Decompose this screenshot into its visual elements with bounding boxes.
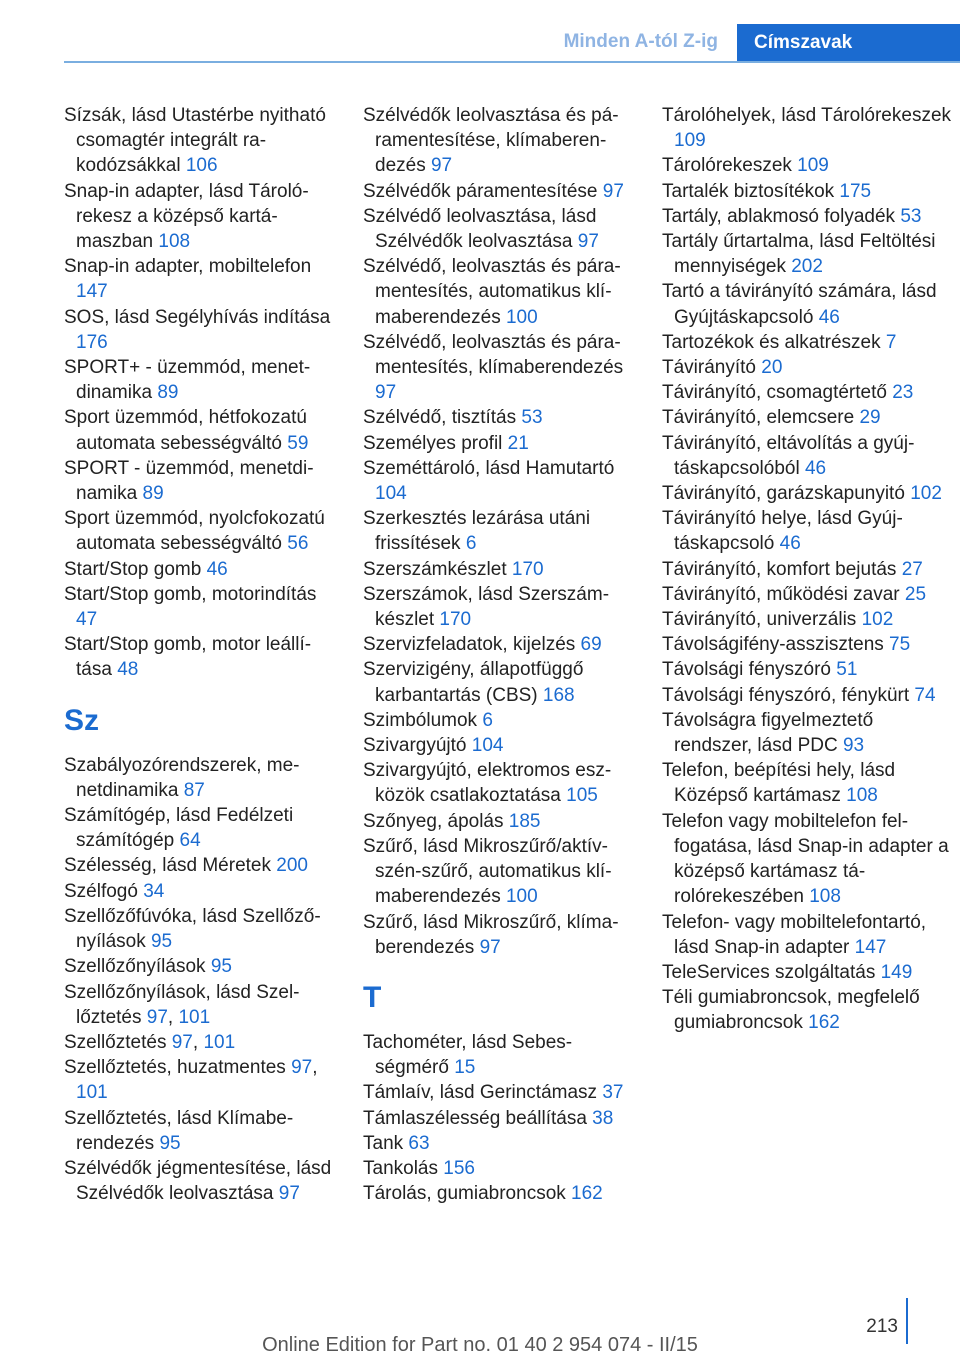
index-entry-text: Szellőztetés, huzatmentes xyxy=(64,1057,286,1079)
page-reference-link[interactable]: 46 xyxy=(206,558,228,580)
index-entry-text: Szélvédők páramentesítése xyxy=(363,180,598,202)
index-entry-text: Szervizfeladatok, kijelzés xyxy=(363,634,576,656)
index-entry xyxy=(64,456,339,506)
index-entry-text: Szellőzőnyílások xyxy=(64,956,206,978)
page-number: 213 xyxy=(866,1316,898,1337)
page-reference-link[interactable]: 53 xyxy=(900,205,922,227)
index-entry-text: Szélvédő, tisztítás xyxy=(363,407,517,429)
index-entry-text: Szivargyújtó, elektromos eszközök csatlakoztatása xyxy=(363,760,612,807)
index-entry-text: Távolságifény-asszisztens xyxy=(662,634,884,656)
index-entry-text: Szervizigény, állapotfüggő karbantartás (CBS) xyxy=(363,659,584,706)
index-entry xyxy=(662,506,952,556)
index-entry xyxy=(363,254,638,330)
page-reference-link[interactable]: 147 xyxy=(76,281,108,303)
page-reference-link[interactable]: 6 xyxy=(465,533,477,555)
index-entry-text: Szerkesztés lezárása utáni frissítések xyxy=(363,508,591,555)
page-reference-link[interactable]: 97 xyxy=(577,231,599,253)
index-entry xyxy=(64,582,339,632)
page-reference-link[interactable]: 63 xyxy=(408,1132,430,1154)
index-entry-text: Sport üzemmód, hétfokozatú automata sebességváltó xyxy=(64,407,307,454)
page-reference-link[interactable]: 100 xyxy=(505,886,538,908)
page-reference-link[interactable]: 108 xyxy=(809,886,841,908)
page-reference-link[interactable]: 6 xyxy=(482,709,493,731)
index-entry-text: Szellőzőfúvóka, lásd Szellőzőnyílások xyxy=(64,905,321,953)
index-entry-text: Tárolórekeszek xyxy=(662,155,792,177)
index-entry-text: Szabályozórendszerek, menetdinamika xyxy=(64,754,300,801)
index-entry-text: Sízsák, lásd Utastérbe nyitható csomagtér integrált rakodózsákkal xyxy=(64,105,326,177)
index-entry-text: Szélvédő leolvasztása, lásd Szélvédők leolvasztása xyxy=(363,205,597,253)
page-reference-link[interactable]: 97 xyxy=(146,1006,168,1028)
index-entry-text: Távolsági fényszóró xyxy=(662,659,831,681)
index-entry-text: Távirányító, csomagtértető xyxy=(662,382,887,404)
page-reference-link[interactable]: 156 xyxy=(443,1157,475,1179)
index-entry xyxy=(662,481,952,506)
index-entry-text: Tankolás xyxy=(363,1157,438,1179)
index-entry: Szellőzőnyílások, lásd Szellőztetés 97, 101 xyxy=(64,981,300,1028)
edition-footer: Online Edition for Part no. 01 40 2 954 074 - II/15 xyxy=(262,1334,698,1356)
index-entry xyxy=(64,355,339,405)
index-entry-text: Szivargyújtó xyxy=(363,735,467,757)
index-entry xyxy=(662,153,952,178)
page-reference-link[interactable]: 108 xyxy=(158,231,191,253)
index-entry xyxy=(662,431,952,481)
index-entry-text: Szélvédő, leolvasztás és páramentesítés, klímaberendezés xyxy=(363,331,624,379)
page-reference-link[interactable]: 75 xyxy=(889,634,911,656)
index-entry xyxy=(64,904,339,954)
index-entry xyxy=(662,380,952,405)
page-reference-link[interactable]: 46 xyxy=(779,533,801,555)
page-reference-link[interactable]: 101 xyxy=(76,1082,108,1104)
index-entry xyxy=(64,632,339,682)
index-entry-text: Számítógép, lásd Fedélzeti számítógép xyxy=(64,805,294,852)
index-entry xyxy=(662,683,952,708)
index-entry xyxy=(363,405,638,430)
page-reference-link[interactable]: 34 xyxy=(143,880,165,902)
page-reference-link[interactable]: 64 xyxy=(179,830,201,852)
index-entry-text: Telefon vagy mobiltelefon felfogatása, lásd Snap-in adapter a középső kartámasz tárolórekeszében xyxy=(662,810,949,908)
index-entry-text: Tárolás, gumiabroncsok xyxy=(363,1183,566,1205)
index-entry-text: SOS, lásd Segélyhívás indítása xyxy=(64,306,331,328)
page-reference-link[interactable]: 104 xyxy=(471,735,504,757)
index-entry xyxy=(363,632,638,657)
page-reference-link[interactable]: 109 xyxy=(674,130,706,152)
index-entry xyxy=(64,103,339,179)
index-entry-text: Tank xyxy=(363,1132,404,1154)
index-entry xyxy=(363,179,638,204)
page-reference-link[interactable]: 168 xyxy=(542,684,575,706)
page-reference-link[interactable]: 175 xyxy=(839,180,872,202)
index-entry xyxy=(363,506,638,556)
index-entry xyxy=(662,557,952,582)
index-entry xyxy=(64,879,339,904)
index-entry xyxy=(662,607,952,632)
index-entry xyxy=(662,279,952,329)
index-entry-text: Támlaszélesség beállítása xyxy=(363,1107,587,1129)
index-column-1 xyxy=(64,103,339,1206)
page-reference-link[interactable]: 7 xyxy=(885,331,897,353)
page-reference-link[interactable]: 95 xyxy=(150,931,173,953)
index-entry xyxy=(363,733,638,758)
index-entry-text: SPORT+ - üzemmód, menetdinamika xyxy=(64,357,311,404)
index-entry-text: Szerszámkészlet xyxy=(363,558,507,580)
index-entry xyxy=(64,557,339,582)
page-reference-link[interactable]: 37 xyxy=(602,1082,624,1104)
header-divider xyxy=(64,61,960,63)
page-reference-link[interactable]: 47 xyxy=(76,609,98,631)
index-letter-heading: T xyxy=(363,980,382,1014)
index-entry-text: Tartály, ablakmosó folyadék xyxy=(662,205,896,227)
index-entry: Szellőztetés 97, 101 xyxy=(64,1031,236,1053)
index-entry xyxy=(64,506,339,556)
page-reference-link[interactable]: 202 xyxy=(791,256,823,278)
page-reference-link[interactable]: 106 xyxy=(185,155,218,177)
index-entry-text: Téli gumiabroncsok, megfelelő gumiabroncsok xyxy=(662,987,920,1034)
index-entry xyxy=(64,179,339,255)
index-entry xyxy=(662,985,952,1035)
index-entry-text: Szimbólumok xyxy=(363,709,478,731)
index-entry-text: Távirányító, eltávolítás a gyújtáskapcsolóból xyxy=(662,432,915,479)
page-reference-link[interactable]: 109 xyxy=(797,155,829,177)
index-entry-text: Telefon- vagy mobiltelefontartó, lásd Snap-in adapter xyxy=(662,911,927,958)
page-reference-link[interactable]: 170 xyxy=(511,558,544,580)
page-reference-link[interactable]: 102 xyxy=(861,609,894,631)
index-entry xyxy=(363,431,638,456)
page-reference-link[interactable]: 162 xyxy=(808,1012,840,1034)
page-reference-link[interactable]: 29 xyxy=(859,407,881,429)
index-entry xyxy=(363,758,638,808)
page-reference-link[interactable]: 46 xyxy=(818,306,840,328)
page-reference-link[interactable]: 200 xyxy=(276,855,308,877)
page-reference-link[interactable]: 27 xyxy=(901,558,923,580)
page-reference-link[interactable]: 101 xyxy=(178,1006,211,1028)
index-entry-text: Távolsági fényszóró, fénykürt xyxy=(662,684,910,706)
page-reference-link[interactable]: 95 xyxy=(210,956,232,978)
index-entry xyxy=(363,1181,638,1206)
page-reference-link[interactable]: 51 xyxy=(836,659,858,681)
index-entry xyxy=(662,179,952,204)
index-entry-text: Szélfogó xyxy=(64,880,138,902)
index-entry xyxy=(662,960,952,985)
page-reference-link[interactable]: 23 xyxy=(892,382,914,404)
index-entry xyxy=(64,305,339,355)
page-reference-link[interactable]: 38 xyxy=(592,1107,614,1129)
index-entry xyxy=(64,254,339,304)
page-reference-link[interactable]: 15 xyxy=(454,1057,476,1079)
page-reference-link[interactable]: 176 xyxy=(76,331,108,353)
index-entry-text: SPORT - üzemmód, menetdinamika xyxy=(64,457,314,505)
index-entry-text: Szeméttároló, lásd Hamutartó xyxy=(363,457,615,479)
index-entry xyxy=(64,954,339,979)
index-entry xyxy=(363,330,638,406)
page-reference-link[interactable]: 101 xyxy=(203,1031,236,1053)
index-entry-text: Távirányító helye, lásd Gyújtáskapcsoló xyxy=(662,508,903,555)
index-entry: Szellőztetés, huzatmentes 97, 101 xyxy=(64,1057,318,1104)
index-entry xyxy=(662,758,952,808)
page-reference-link[interactable]: 102 xyxy=(910,483,942,505)
index-column-3 xyxy=(662,103,952,1036)
index-entry-text: Távirányító xyxy=(662,357,756,379)
page-reference-link[interactable]: 97 xyxy=(278,1183,300,1205)
page-reference-link[interactable]: 108 xyxy=(846,785,878,807)
index-entry-text: Tartozékok és alkatrészek xyxy=(662,331,881,353)
index-entry-text: Szellőzőnyílások, lásd Szellőztetés xyxy=(64,981,300,1028)
page-reference-link[interactable]: 48 xyxy=(117,659,139,681)
index-entry-text: Távolságra figyelmeztető rendszer, lásd PDC xyxy=(662,709,874,757)
index-entry-text: Snap-in adapter, lásd Tárolórekesz a középső kartámaszban xyxy=(64,180,309,253)
page-reference-link[interactable]: 89 xyxy=(142,483,164,505)
index-entry-text: Szerszámok, lásd Szerszámkészlet xyxy=(363,583,610,631)
page-reference-link[interactable]: 105 xyxy=(566,785,598,807)
index-entry-text: Távirányító, garázskapunyitó xyxy=(662,483,905,505)
index-entry-text: Szélvédők leolvasztása és páramentesítése, klímaberendezés xyxy=(363,105,619,177)
index-entry-text: Tachométer, lásd Sebességmérő xyxy=(363,1031,573,1079)
page-reference-link[interactable]: 147 xyxy=(854,936,887,958)
page-reference-link[interactable]: 69 xyxy=(580,634,602,656)
index-entry xyxy=(363,1156,638,1181)
page-reference-link[interactable]: 56 xyxy=(287,533,309,555)
index-entry-text: Távirányító, elemcsere xyxy=(662,407,855,429)
page-reference-link[interactable]: 97 xyxy=(291,1057,313,1079)
page-reference-link[interactable]: 170 xyxy=(439,609,472,631)
page-reference-link[interactable]: 21 xyxy=(507,432,529,454)
index-entry-text: Szűrő, lásd Mikroszűrő/aktívszén-szűrő, automatikus klímaberendezés xyxy=(363,835,612,908)
header-section-title: Minden A-tól Z-ig xyxy=(563,31,718,52)
page-reference-link[interactable]: 97 xyxy=(602,180,624,202)
header-tab[interactable]: Címszavak xyxy=(737,24,960,61)
index-entry xyxy=(64,853,339,878)
index-entry xyxy=(662,910,952,960)
index-entry-text: Távirányító, működési zavar xyxy=(662,583,900,605)
index-entry xyxy=(662,582,952,607)
page-reference-link[interactable]: 20 xyxy=(761,357,783,379)
index-entry-text: Távirányító, univerzális xyxy=(662,609,857,631)
page-reference-link[interactable]: 59 xyxy=(287,432,309,454)
index-entry-text: TeleServices szolgáltatás xyxy=(662,961,876,983)
page-reference-link[interactable]: 104 xyxy=(375,483,407,505)
index-entry xyxy=(64,1156,339,1206)
index-entry xyxy=(363,557,638,582)
page-reference-link[interactable]: 93 xyxy=(842,735,865,757)
page-reference-link[interactable]: 87 xyxy=(183,779,205,801)
index-entry xyxy=(363,657,638,707)
index-entry xyxy=(662,708,952,758)
index-entry xyxy=(662,405,952,430)
index-entry xyxy=(363,1106,638,1131)
index-entry-text: Szélesség, lásd Méretek xyxy=(64,855,271,877)
index-entry xyxy=(662,204,952,229)
index-entry-text: Távirányító, komfort bejutás xyxy=(662,558,897,580)
index-entry-text: Szélvédők jégmentesítése, lásd Szélvédők leolvasztása xyxy=(64,1157,332,1205)
index-entry-text: Szellőztetés, lásd Klímaberendezés xyxy=(64,1107,294,1154)
page-reference-link[interactable]: 97 xyxy=(171,1031,193,1053)
index-entry xyxy=(662,355,952,380)
index-column-2 xyxy=(363,103,638,1206)
page-reference-link[interactable]: 97 xyxy=(430,155,453,177)
index-entry xyxy=(662,229,952,279)
index-entry xyxy=(662,103,952,153)
index-entry xyxy=(363,582,638,632)
index-entry-text: Start/Stop gomb xyxy=(64,558,202,580)
index-entry-text: Start/Stop gomb, motor leállítása xyxy=(64,634,312,681)
index-letter-heading: Sz xyxy=(64,703,100,737)
page-reference-link[interactable]: 95 xyxy=(159,1132,181,1154)
index-entry xyxy=(363,834,638,910)
page-reference-link[interactable]: 25 xyxy=(904,583,927,605)
index-entry xyxy=(363,910,638,960)
index-entry-text: Szűrő, lásd Mikroszűrő, klímaberendezés xyxy=(363,911,619,958)
page-reference-link[interactable]: 74 xyxy=(914,684,936,706)
index-entry-text: Start/Stop gomb, motorindítás xyxy=(64,583,317,605)
index-entry-text: Személyes profil xyxy=(363,432,503,454)
index-entry xyxy=(64,1106,339,1156)
index-entry-text: Támlaív, lásd Gerinctámasz xyxy=(363,1082,598,1104)
index-entry xyxy=(363,1131,638,1156)
index-entry xyxy=(363,1080,638,1105)
index-entry-text: Telefon, beépítési hely, lásd Középső kartámasz xyxy=(662,760,896,807)
page-reference-link[interactable]: 89 xyxy=(157,382,179,404)
index-entry xyxy=(363,708,638,733)
page-reference-link[interactable]: 185 xyxy=(508,810,541,832)
index-entry-text: Szélvédő, leolvasztás és páramentesítés, automatikus klímaberendezés xyxy=(363,256,621,328)
index-entry xyxy=(662,657,952,682)
index-entry xyxy=(662,809,952,910)
index-entry xyxy=(363,456,638,506)
index-entry xyxy=(363,204,638,254)
index-entry xyxy=(662,632,952,657)
page-reference-link[interactable]: 97 xyxy=(479,936,501,958)
index-entry-text: Tárolóhelyek, lásd Tárolórekeszek xyxy=(662,105,952,126)
page-reference-link[interactable]: 162 xyxy=(571,1183,603,1205)
index-entry-text: Tartó a távirányító számára, lásd Gyújtáskapcsoló xyxy=(662,281,937,328)
index-entry xyxy=(64,405,339,455)
index-entry-text: Snap-in adapter, mobiltelefon xyxy=(64,256,312,278)
index-entry xyxy=(363,103,638,179)
index-entry xyxy=(363,809,638,834)
page-reference-link[interactable]: 53 xyxy=(521,407,543,429)
index-entry xyxy=(64,753,339,803)
index-entry-text: Sport üzemmód, nyolcfokozatú automata sebességváltó xyxy=(64,508,325,555)
index-entry-text: Tartalék biztosítékok xyxy=(662,180,835,202)
index-entry-text: Szellőztetés xyxy=(64,1031,167,1053)
page-reference-link[interactable]: 149 xyxy=(880,961,913,983)
index-entry xyxy=(64,803,339,853)
index-entry xyxy=(662,330,952,355)
index-entry-text: Tartály űrtartalma, lásd Feltöltési mennyiségek xyxy=(662,231,936,278)
page-reference-link[interactable]: 46 xyxy=(804,457,827,479)
index-entry xyxy=(363,1030,638,1080)
page-reference-link[interactable]: 97 xyxy=(375,382,397,404)
page-reference-link[interactable]: 100 xyxy=(505,306,538,328)
index-entry-text: Szőnyeg, ápolás xyxy=(363,810,504,832)
